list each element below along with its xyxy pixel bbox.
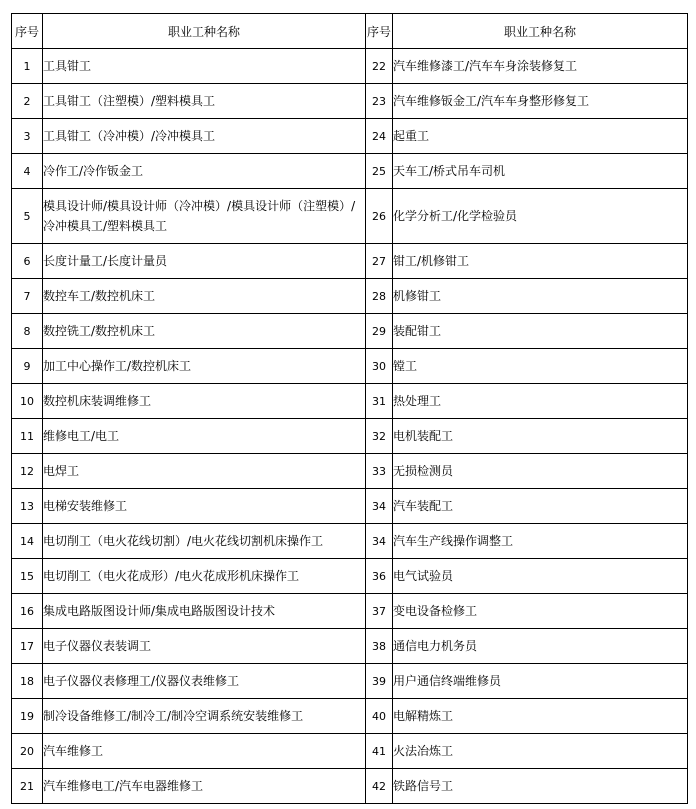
occupation-table bbox=[11, 13, 688, 804]
row-number-right: 29 bbox=[366, 314, 393, 349]
occupation-name-left: 电梯安装维修工 bbox=[43, 489, 366, 524]
row-number-right: 38 bbox=[366, 629, 393, 664]
occupation-name-left: 工具钳工（冷冲模）/冷冲模具工 bbox=[43, 119, 366, 154]
row-number-right: 31 bbox=[366, 384, 393, 419]
table-row bbox=[12, 664, 688, 699]
row-number-left: 7 bbox=[12, 279, 43, 314]
occupation-name-left: 数控铣工/数控机床工 bbox=[43, 314, 366, 349]
occupation-name-left: 数控车工/数控机床工 bbox=[43, 279, 366, 314]
row-number-left: 3 bbox=[12, 119, 43, 154]
row-number-left: 16 bbox=[12, 594, 43, 629]
table-row bbox=[12, 734, 688, 769]
occupation-name-right: 汽车装配工 bbox=[393, 489, 688, 524]
seq-header-left: 序号 bbox=[12, 14, 43, 49]
table-row bbox=[12, 524, 688, 559]
row-number-right: 34 bbox=[366, 489, 393, 524]
table-row bbox=[12, 279, 688, 314]
row-number-right: 41 bbox=[366, 734, 393, 769]
occupation-name-left: 汽车维修工 bbox=[43, 734, 366, 769]
row-number-left: 15 bbox=[12, 559, 43, 594]
name-header-right: 职业工种名称 bbox=[393, 14, 688, 49]
table-row bbox=[12, 454, 688, 489]
row-number-right: 26 bbox=[366, 189, 393, 244]
occupation-name-right: 电解精炼工 bbox=[393, 699, 688, 734]
occupation-name-left: 电焊工 bbox=[43, 454, 366, 489]
occupation-name-left: 制冷设备维修工/制冷工/制冷空调系统安装维修工 bbox=[43, 699, 366, 734]
occupation-name-left: 电切削工（电火花成形）/电火花成形机床操作工 bbox=[43, 559, 366, 594]
row-number-right: 24 bbox=[366, 119, 393, 154]
row-number-right: 40 bbox=[366, 699, 393, 734]
row-number-left: 4 bbox=[12, 154, 43, 189]
occupation-name-right: 汽车维修漆工/汽车车身涂装修复工 bbox=[393, 49, 688, 84]
row-number-left: 21 bbox=[12, 769, 43, 804]
occupation-name-right: 变电设备检修工 bbox=[393, 594, 688, 629]
occupation-name-right: 用户通信终端维修员 bbox=[393, 664, 688, 699]
row-number-right: 25 bbox=[366, 154, 393, 189]
row-number-right: 32 bbox=[366, 419, 393, 454]
row-number-left: 14 bbox=[12, 524, 43, 559]
occupation-name-right: 电机装配工 bbox=[393, 419, 688, 454]
table-row bbox=[12, 244, 688, 279]
row-number-left: 13 bbox=[12, 489, 43, 524]
row-number-left: 2 bbox=[12, 84, 43, 119]
occupation-name-left: 数控机床装调维修工 bbox=[43, 384, 366, 419]
row-number-right: 28 bbox=[366, 279, 393, 314]
row-number-right: 30 bbox=[366, 349, 393, 384]
row-number-right: 27 bbox=[366, 244, 393, 279]
occupation-name-left: 电子仪器仪表装调工 bbox=[43, 629, 366, 664]
occupation-name-right: 装配钳工 bbox=[393, 314, 688, 349]
row-number-left: 20 bbox=[12, 734, 43, 769]
occupation-name-right: 汽车维修钣金工/汽车车身整形修复工 bbox=[393, 84, 688, 119]
table-row bbox=[12, 419, 688, 454]
row-number-left: 17 bbox=[12, 629, 43, 664]
occupation-name-left: 电子仪器仪表修理工/仪器仪表维修工 bbox=[43, 664, 366, 699]
occupation-name-right: 火法冶炼工 bbox=[393, 734, 688, 769]
occupation-name-right: 电气试验员 bbox=[393, 559, 688, 594]
table-row bbox=[12, 629, 688, 664]
occupation-name-left: 工具钳工 bbox=[43, 49, 366, 84]
row-number-left: 12 bbox=[12, 454, 43, 489]
table-row bbox=[12, 314, 688, 349]
row-number-right: 36 bbox=[366, 559, 393, 594]
occupation-name-right: 化学分析工/化学检验员 bbox=[393, 189, 688, 244]
occupation-name-left: 电切削工（电火花线切割）/电火花线切割机床操作工 bbox=[43, 524, 366, 559]
row-number-left: 6 bbox=[12, 244, 43, 279]
occupation-name-right: 无损检测员 bbox=[393, 454, 688, 489]
table-row bbox=[12, 594, 688, 629]
row-number-right: 39 bbox=[366, 664, 393, 699]
row-number-right: 42 bbox=[366, 769, 393, 804]
table-row bbox=[12, 119, 688, 154]
occupation-name-left: 维修电工/电工 bbox=[43, 419, 366, 454]
occupation-name-left: 模具设计师/模具设计师（冷冲模）/模具设计师（注塑模）/冷冲模具工/塑料模具工 bbox=[43, 189, 366, 244]
occupation-name-left: 长度计量工/长度计量员 bbox=[43, 244, 366, 279]
header-row bbox=[12, 14, 688, 49]
row-number-left: 5 bbox=[12, 189, 43, 244]
row-number-right: 23 bbox=[366, 84, 393, 119]
table-row bbox=[12, 559, 688, 594]
occupation-name-right: 通信电力机务员 bbox=[393, 629, 688, 664]
seq-header-right: 序号 bbox=[366, 14, 393, 49]
occupation-name-right: 铁路信号工 bbox=[393, 769, 688, 804]
occupation-name-right: 起重工 bbox=[393, 119, 688, 154]
table-row bbox=[12, 189, 688, 244]
occupation-name-right: 镗工 bbox=[393, 349, 688, 384]
table-row bbox=[12, 49, 688, 84]
row-number-right: 22 bbox=[366, 49, 393, 84]
occupation-name-left: 汽车维修电工/汽车电器维修工 bbox=[43, 769, 366, 804]
row-number-left: 11 bbox=[12, 419, 43, 454]
occupation-name-right: 热处理工 bbox=[393, 384, 688, 419]
row-number-right: 33 bbox=[366, 454, 393, 489]
table-row bbox=[12, 384, 688, 419]
occupation-name-right: 钳工/机修钳工 bbox=[393, 244, 688, 279]
occupation-name-left: 冷作工/冷作钣金工 bbox=[43, 154, 366, 189]
row-number-left: 10 bbox=[12, 384, 43, 419]
row-number-left: 19 bbox=[12, 699, 43, 734]
row-number-left: 9 bbox=[12, 349, 43, 384]
row-number-left: 8 bbox=[12, 314, 43, 349]
row-number-right: 37 bbox=[366, 594, 393, 629]
table-row bbox=[12, 769, 688, 804]
table-row bbox=[12, 154, 688, 189]
occupation-name-left: 工具钳工（注塑模）/塑料模具工 bbox=[43, 84, 366, 119]
occupation-name-right: 机修钳工 bbox=[393, 279, 688, 314]
name-header-left: 职业工种名称 bbox=[43, 14, 366, 49]
table-row bbox=[12, 349, 688, 384]
occupation-name-left: 加工中心操作工/数控机床工 bbox=[43, 349, 366, 384]
occupation-name-right: 汽车生产线操作调整工 bbox=[393, 524, 688, 559]
table-row bbox=[12, 84, 688, 119]
occupation-name-right: 天车工/桥式吊车司机 bbox=[393, 154, 688, 189]
row-number-left: 1 bbox=[12, 49, 43, 84]
row-number-left: 18 bbox=[12, 664, 43, 699]
table-row bbox=[12, 489, 688, 524]
row-number-right: 34 bbox=[366, 524, 393, 559]
table-row bbox=[12, 699, 688, 734]
occupation-name-left: 集成电路版图设计师/集成电路版图设计技术 bbox=[43, 594, 366, 629]
